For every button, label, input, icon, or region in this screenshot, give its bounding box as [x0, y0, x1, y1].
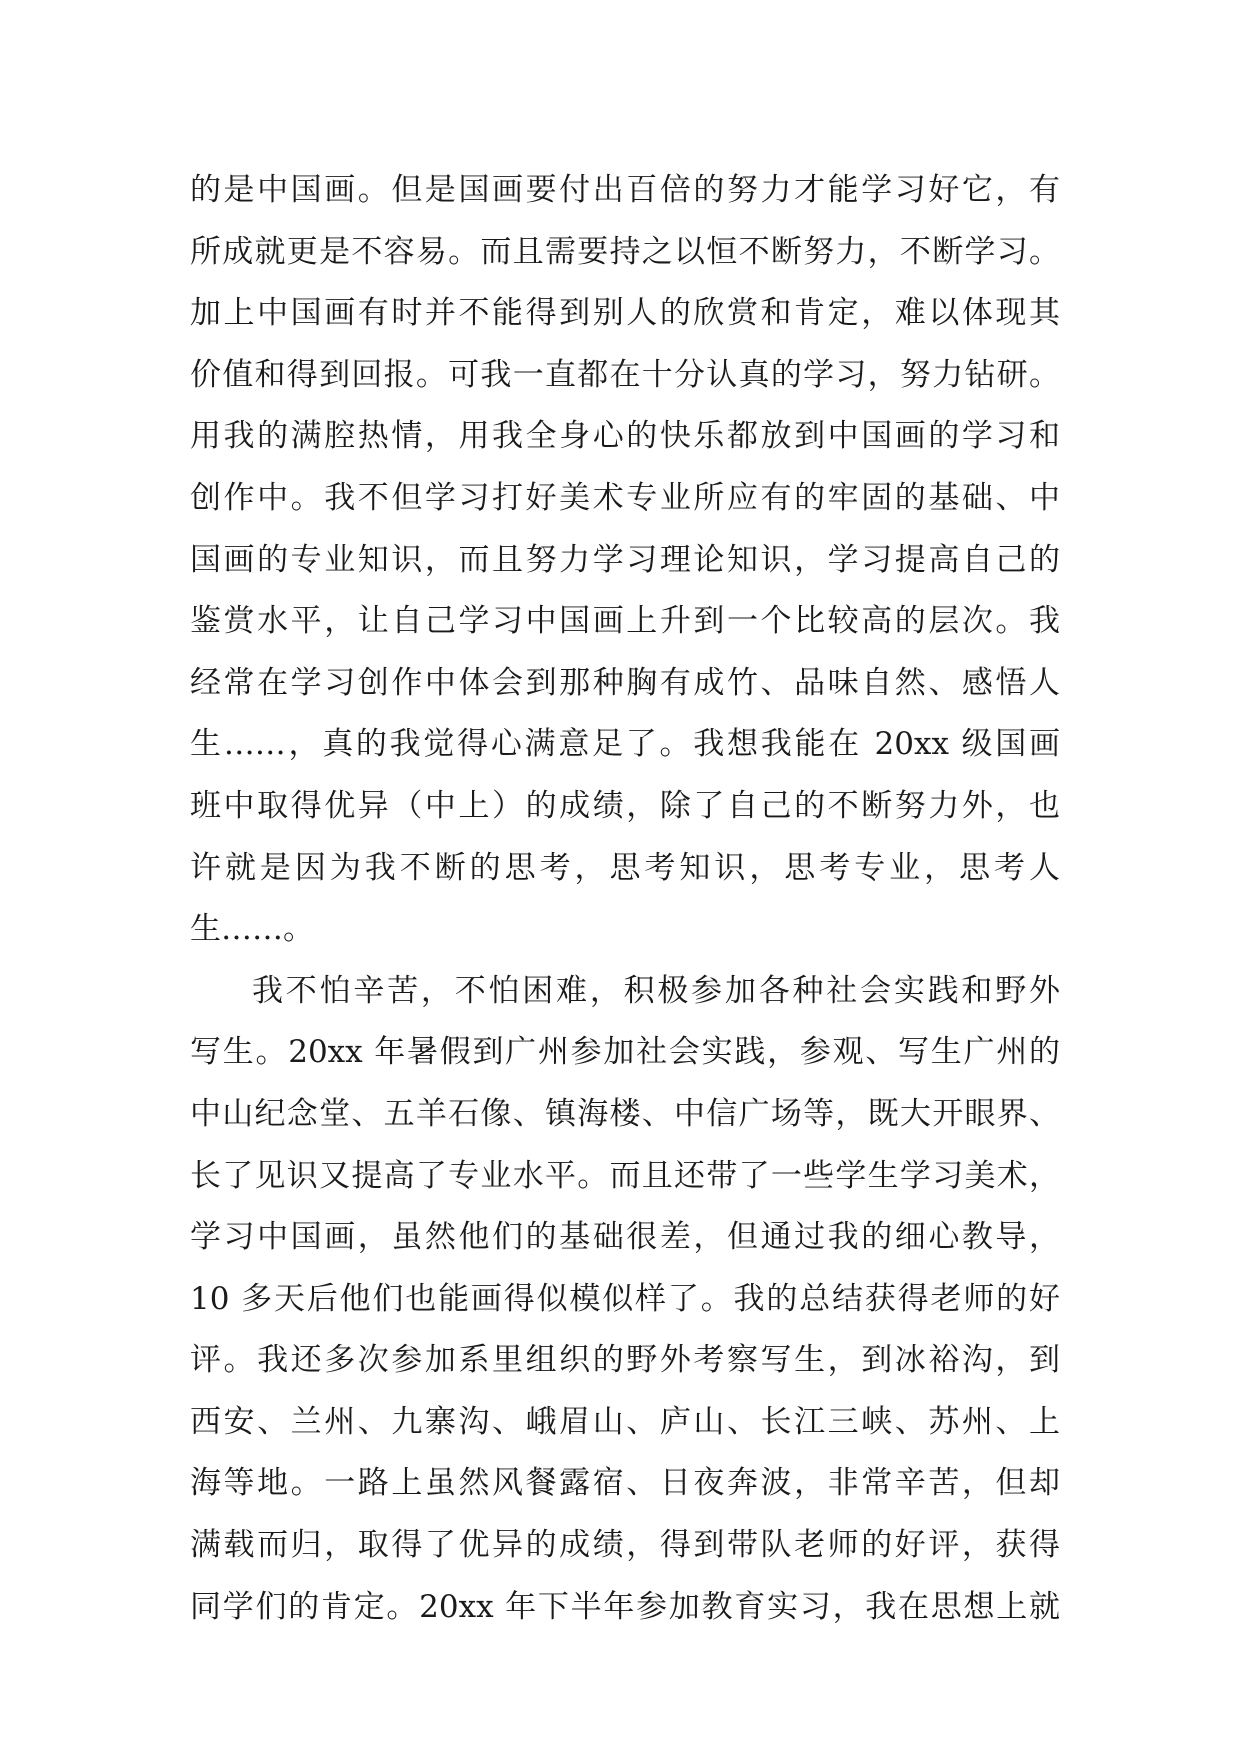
- paragraph-2-line-10: 满载而归，取得了优异的成绩，得到带队老师的好评，获得: [190, 1527, 1060, 1564]
- paragraph-1-line-8: 鉴赏水平，让自己学习中国画上升到一个比较高的层次。我: [190, 603, 1060, 640]
- paragraph-1-line-13: 生……。: [190, 911, 314, 948]
- paragraph-1-line-9: 经常在学习创作中体会到那种胸有成竹、品味自然、感悟人: [190, 664, 1060, 701]
- paragraph-2-line-3: 中山纪念堂、五羊石像、镇海楼、中信广场等，既大开眼界、: [190, 1095, 1060, 1132]
- paragraph-1-line-4: 价值和得到回报。可我一直都在十分认真的学习，努力钻研。: [190, 356, 1060, 393]
- paragraph-2-line-9: 海等地。一路上虽然风餐露宿、日夜奔波，非常辛苦，但却: [190, 1465, 1060, 1502]
- paragraph-2-line-2: 写生。20xx 年暑假到广州参加社会实践，参观、写生广州的: [190, 1034, 1060, 1071]
- paragraph-1-line-2: 所成就更是不容易。而且需要持之以恒不断努力，不断学习。: [190, 233, 1060, 270]
- document-body: [190, 160, 1060, 1638]
- paragraph-1-line-3: 加上中国画有时并不能得到别人的欣赏和肯定，难以体现其: [190, 295, 1060, 332]
- paragraph-1-line-11: 班中取得优异（中上）的成绩，除了自己的不断努力外，也: [190, 787, 1060, 824]
- paragraph-1: [190, 160, 1060, 961]
- paragraph-2-line-6: 10 多天后他们也能画得似模似样了。我的总结获得老师的好: [190, 1280, 1060, 1317]
- paragraph-2-line-11: 同学们的肯定。20xx 年下半年参加教育实习，我在思想上就: [190, 1588, 1060, 1625]
- paragraph-2-line-8: 西安、兰州、九寨沟、峨眉山、庐山、长江三峡、苏州、上: [190, 1403, 1060, 1440]
- paragraph-1-line-5: 用我的满腔热情，用我全身心的快乐都放到中国画的学习和: [190, 418, 1060, 455]
- paragraph-1-line-7: 国画的专业知识，而且努力学习理论知识，学习提高自己的: [190, 541, 1060, 578]
- paragraph-2: [190, 961, 1060, 1639]
- paragraph-2-line-5: 学习中国画，虽然他们的基础很差，但通过我的细心教导，: [190, 1219, 1060, 1256]
- paragraph-1-line-10: 生……，真的我觉得心满意足了。我想我能在 20xx 级国画: [190, 726, 1060, 763]
- paragraph-2-line-1: 我不怕辛苦，不怕困难，积极参加各种社会实践和野外: [252, 972, 1060, 1009]
- paragraph-1-line-1: 的是中国画。但是国画要付出百倍的努力才能学习好它，有: [190, 172, 1060, 208]
- paragraph-2-line-7: 评。我还多次参加系里组织的野外考察写生，到冰裕沟，到: [190, 1342, 1060, 1379]
- paragraph-1-line-6: 创作中。我不但学习打好美术专业所应有的牢固的基础、中: [190, 479, 1060, 516]
- paragraph-2-line-4: 长了见识又提高了专业水平。而且还带了一些学生学习美术，: [190, 1157, 1060, 1194]
- paragraph-1-line-12: 许就是因为我不断的思考，思考知识，思考专业，思考人: [190, 849, 1060, 886]
